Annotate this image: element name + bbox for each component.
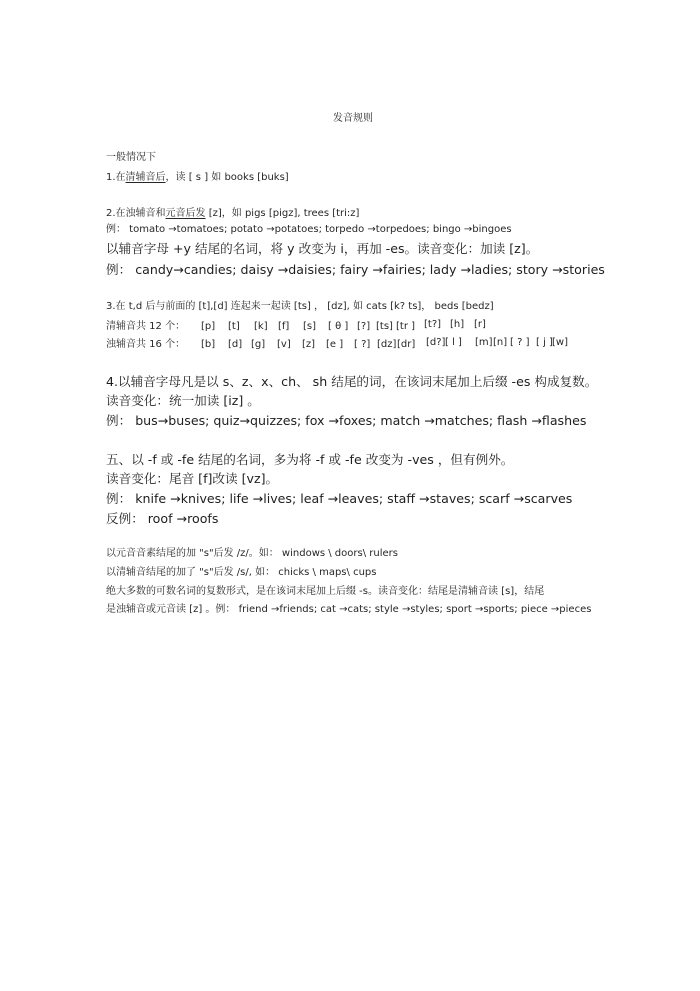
rule4-line2: 读音变化：统一加读 [iz] 。 <box>106 393 260 408</box>
rule2-line3: 以辅音字母 +y 结尾的名词，将 y 改变为 i，再加 -es。读音变化：加读 [z]。 <box>106 241 539 256</box>
voiceless-k: [k] <box>254 321 268 332</box>
voiced-v: [v] <box>277 339 291 350</box>
notes-line1: 以元音音素结尾的加 "s"后发 /z/。如： windows \ doors\ rulers <box>106 548 398 559</box>
rule1-pre: 1.在 <box>106 172 126 183</box>
voiced-j: [ j ] <box>536 337 553 348</box>
rule2-underlined: 元音后发 <box>165 208 206 219</box>
rule5-line1: 五、以 -f 或 -fe 结尾的名词，多为将 -f 或 -fe 改变为 -ves ，但有例外。 <box>106 452 514 467</box>
rule1-underlined: 清辅音后 <box>125 172 166 183</box>
rule2-line1 <box>106 208 359 220</box>
voiceless-r: [r] <box>474 319 486 330</box>
rule3-line2 <box>106 321 185 333</box>
rule1-post: ，读 [ s ] 如 books [buks] <box>165 172 289 183</box>
rule2-line2: 例： tomato →tomatoes; potato →potatoes; torpedo →torpedoes; bingo →bingoes <box>106 224 512 235</box>
voiceless-tr: [tr ] <box>396 321 416 332</box>
voiceless-h: [h] <box>450 319 465 330</box>
voiced-ng: [ ? ] <box>510 337 530 348</box>
rule1-line <box>106 172 289 184</box>
rule2-pre: 2.在浊辅音和 <box>106 208 166 219</box>
voiceless-tsh: [t?] <box>424 319 442 330</box>
voiced-zh: [ ?] <box>354 339 371 350</box>
rule3-line1: 3.在 t,d 后与前面的 [t],[d] 连起来一起读 [ts] ， [dz], 如 cats [k? ts]， beds [bedz] <box>106 301 494 312</box>
voiced-b: [b] <box>201 339 216 350</box>
voiced-label: 浊辅音共 16 个： <box>106 339 186 350</box>
page-title: 发音规则 <box>333 113 373 124</box>
rule5-line2: 读音变化：尾音 [f]改读 [vz]。 <box>106 471 279 486</box>
voiceless-p: [p] <box>201 321 216 332</box>
rule2-post: [z]，如 pigs [pigz], trees [tri:z] <box>205 208 360 219</box>
voiced-d: [d] <box>228 339 243 350</box>
voiced-dzh: [d?] <box>426 337 446 348</box>
general-heading: 一般情况下 <box>106 152 156 163</box>
voiced-g: [g] <box>251 339 266 350</box>
voiced-m: [m] <box>475 337 493 348</box>
voiceless-sh: [?] <box>357 321 371 332</box>
rule4-line3: 例： bus→buses; quiz→quizzes; fox →foxes; match →matches; flash →flashes <box>106 413 587 428</box>
voiceless-s: [s] <box>303 321 317 332</box>
voiced-z: [z] <box>302 339 316 350</box>
voiceless-theta: [ θ ] <box>328 321 349 332</box>
voiceless-label: 清辅音共 12 个： <box>106 321 186 332</box>
voiced-dz: [dz] <box>377 339 397 350</box>
voiceless-t: [t] <box>228 321 240 332</box>
notes-line4: 是浊辅音或元音读 [z] 。例： friend →friends; cat →cats; style →styles; sport →sports; piece →pieces <box>106 604 592 615</box>
voiced-n: [n] <box>493 337 508 348</box>
rule5-line4: 反例： roof →roofs <box>106 511 219 526</box>
voiced-eth: [e ] <box>326 339 344 350</box>
rule2-line4: 例： candy→candies; daisy →daisies; fairy →fairies; lady →ladies; story →stories <box>106 262 605 277</box>
voiced-l: [ l ] <box>445 337 462 348</box>
voiced-w: [w] <box>552 337 568 348</box>
notes-line3: 绝大多数的可数名词的复数形式，是在该词末尾加上后缀 -s。读音变化：结尾是清辅音读 [s]，结尾 <box>106 586 545 597</box>
voiceless-ts: [ts] <box>376 321 393 332</box>
voiced-dr: [dr] <box>397 339 416 350</box>
notes-line2: 以清辅音结尾的加了 "s"后发 /s/, 如： chicks \ maps\ cups <box>106 567 377 578</box>
rule5-line3: 例： knife →knives; life →lives; leaf →leaves; staff →staves; scarf →scarves <box>106 491 573 506</box>
rule4-line1: 4.以辅音字母凡是以 s、z、x、ch、 sh 结尾的词，在该词末尾加上后缀 -es 构成复数。 <box>106 374 598 389</box>
rule3-line3 <box>106 339 185 351</box>
voiceless-f: [f] <box>278 321 290 332</box>
